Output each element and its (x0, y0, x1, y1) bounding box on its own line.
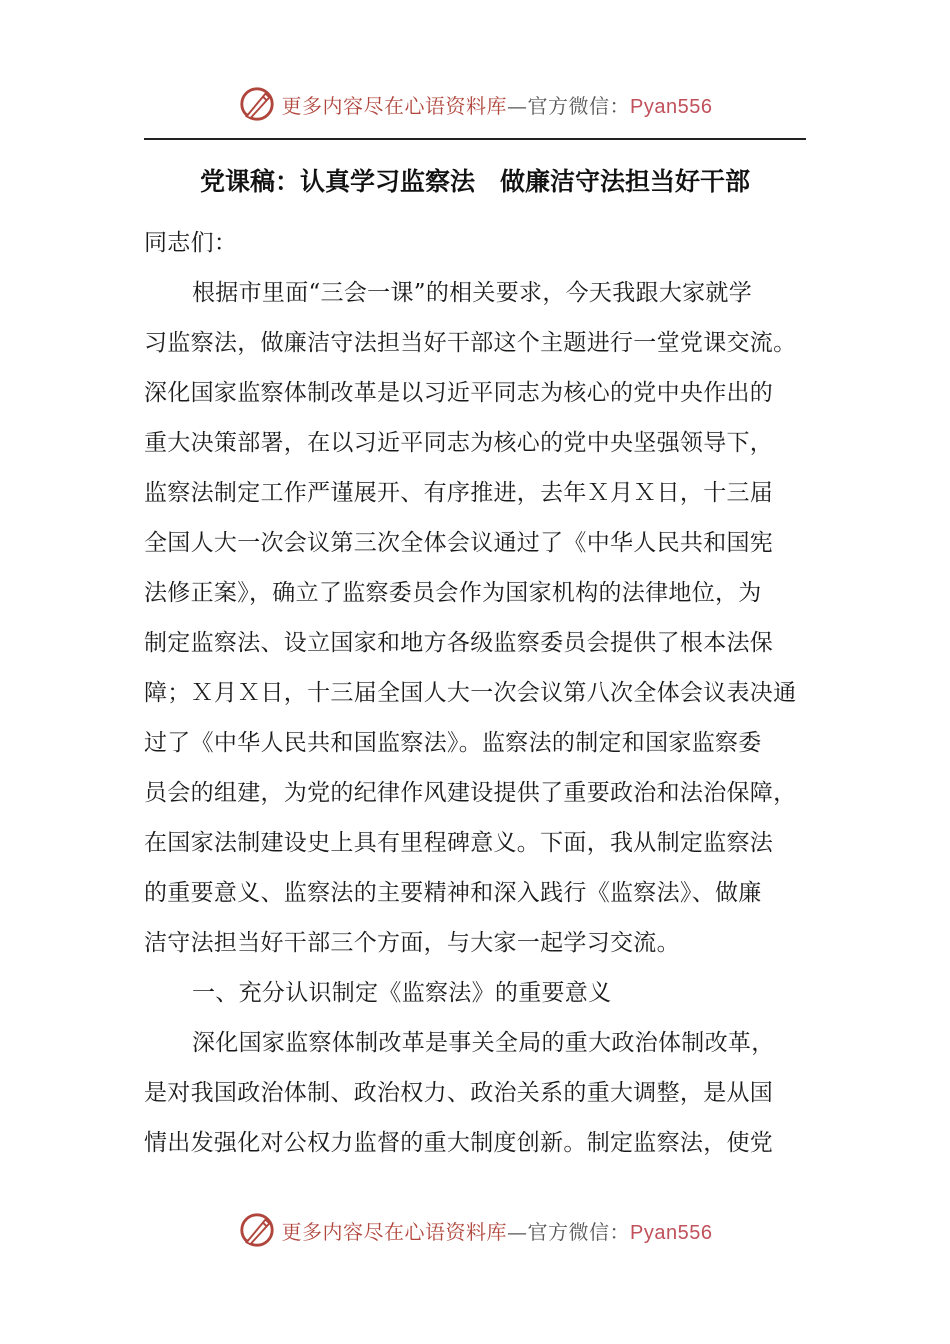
footer-banner (0, 1208, 950, 1252)
paragraph-line: 全国人大一次会议第三次全体会议通过了《中华人民共和国宪 (144, 530, 774, 556)
banner-wechat-label: 官方微信： (527, 1219, 631, 1244)
banner-wechat-id: Pyan556 (630, 95, 713, 118)
paragraph-line: 员会的组建，为党的纪律作风建设提供了重要政治和法治保障， (144, 780, 797, 806)
paragraph-line: 情出发强化对公权力监督的重大制度创新。制定监察法，使党 (144, 1130, 774, 1156)
paragraph-line: 障；Ｘ月Ｘ日，十三届全国人大一次会议第八次全体会议表决通 (144, 680, 797, 706)
paragraph-line: 过了《中华人民共和国监察法》。监察法的制定和国家监察委 (144, 730, 762, 756)
document-title: 党课稿：认真学习监察法 做廉洁守法担当好干部 (199, 167, 750, 196)
paragraph-line: 习监察法，做廉洁守法担当好干部这个主题进行一堂党课交流。 (144, 330, 797, 356)
paragraph-line: 深化国家监察体制改革是事关全局的重大政治体制改革， (192, 1030, 775, 1056)
paragraph-line: 重大决策部署，在以习近平同志为核心的党中央坚强领导下， (144, 430, 774, 456)
banner-wechat-id: Pyan556 (630, 1221, 713, 1244)
paragraph-line: 在国家法制建设史上具有里程碑意义。下面，我从制定监察法 (144, 830, 774, 856)
paragraph-line: 洁守法担当好干部三个方面，与大家一起学习交流。 (144, 930, 680, 956)
banner-site-name: 更多内容尽在心语资料库 (281, 1219, 508, 1244)
banner-text (282, 90, 713, 119)
paragraph-line: 是对我国政治体制、政治权力、政治关系的重大调整，是从国 (144, 1080, 774, 1106)
section-heading: 一、充分认识制定《监察法》的重要意义 (192, 980, 612, 1006)
header-banner (0, 82, 950, 126)
banner-wechat-label: 官方微信： (527, 93, 631, 118)
paragraph-line: 制定监察法、设立国家和地方各级监察委员会提供了根本法保 (144, 630, 774, 656)
paragraph-line: 根据市里面“三会一课”的相关要求，今天我跟大家就学 (192, 280, 753, 306)
pen-logo-icon (238, 85, 276, 123)
banner-text (282, 1216, 713, 1245)
paragraph-line: 监察法制定工作严谨展开、有序推进，去年Ｘ月Ｘ日，十三届 (144, 480, 774, 506)
document-body (144, 218, 808, 1168)
banner-site-name: 更多内容尽在心语资料库 (281, 93, 508, 118)
paragraph-line: 深化国家监察体制改革是以习近平同志为核心的党中央作出的 (144, 380, 774, 406)
banner-dash: — (507, 1219, 528, 1244)
banner-dash: — (507, 93, 528, 118)
header-divider (144, 138, 806, 140)
paragraph-line: 的重要意义、监察法的主要精神和深入践行《监察法》、做廉 (144, 880, 762, 906)
salutation: 同志们： (144, 230, 238, 256)
pen-logo-icon (238, 1211, 276, 1249)
paragraph-line: 法修正案》，确立了监察委员会作为国家机构的法律地位，为 (144, 580, 762, 606)
